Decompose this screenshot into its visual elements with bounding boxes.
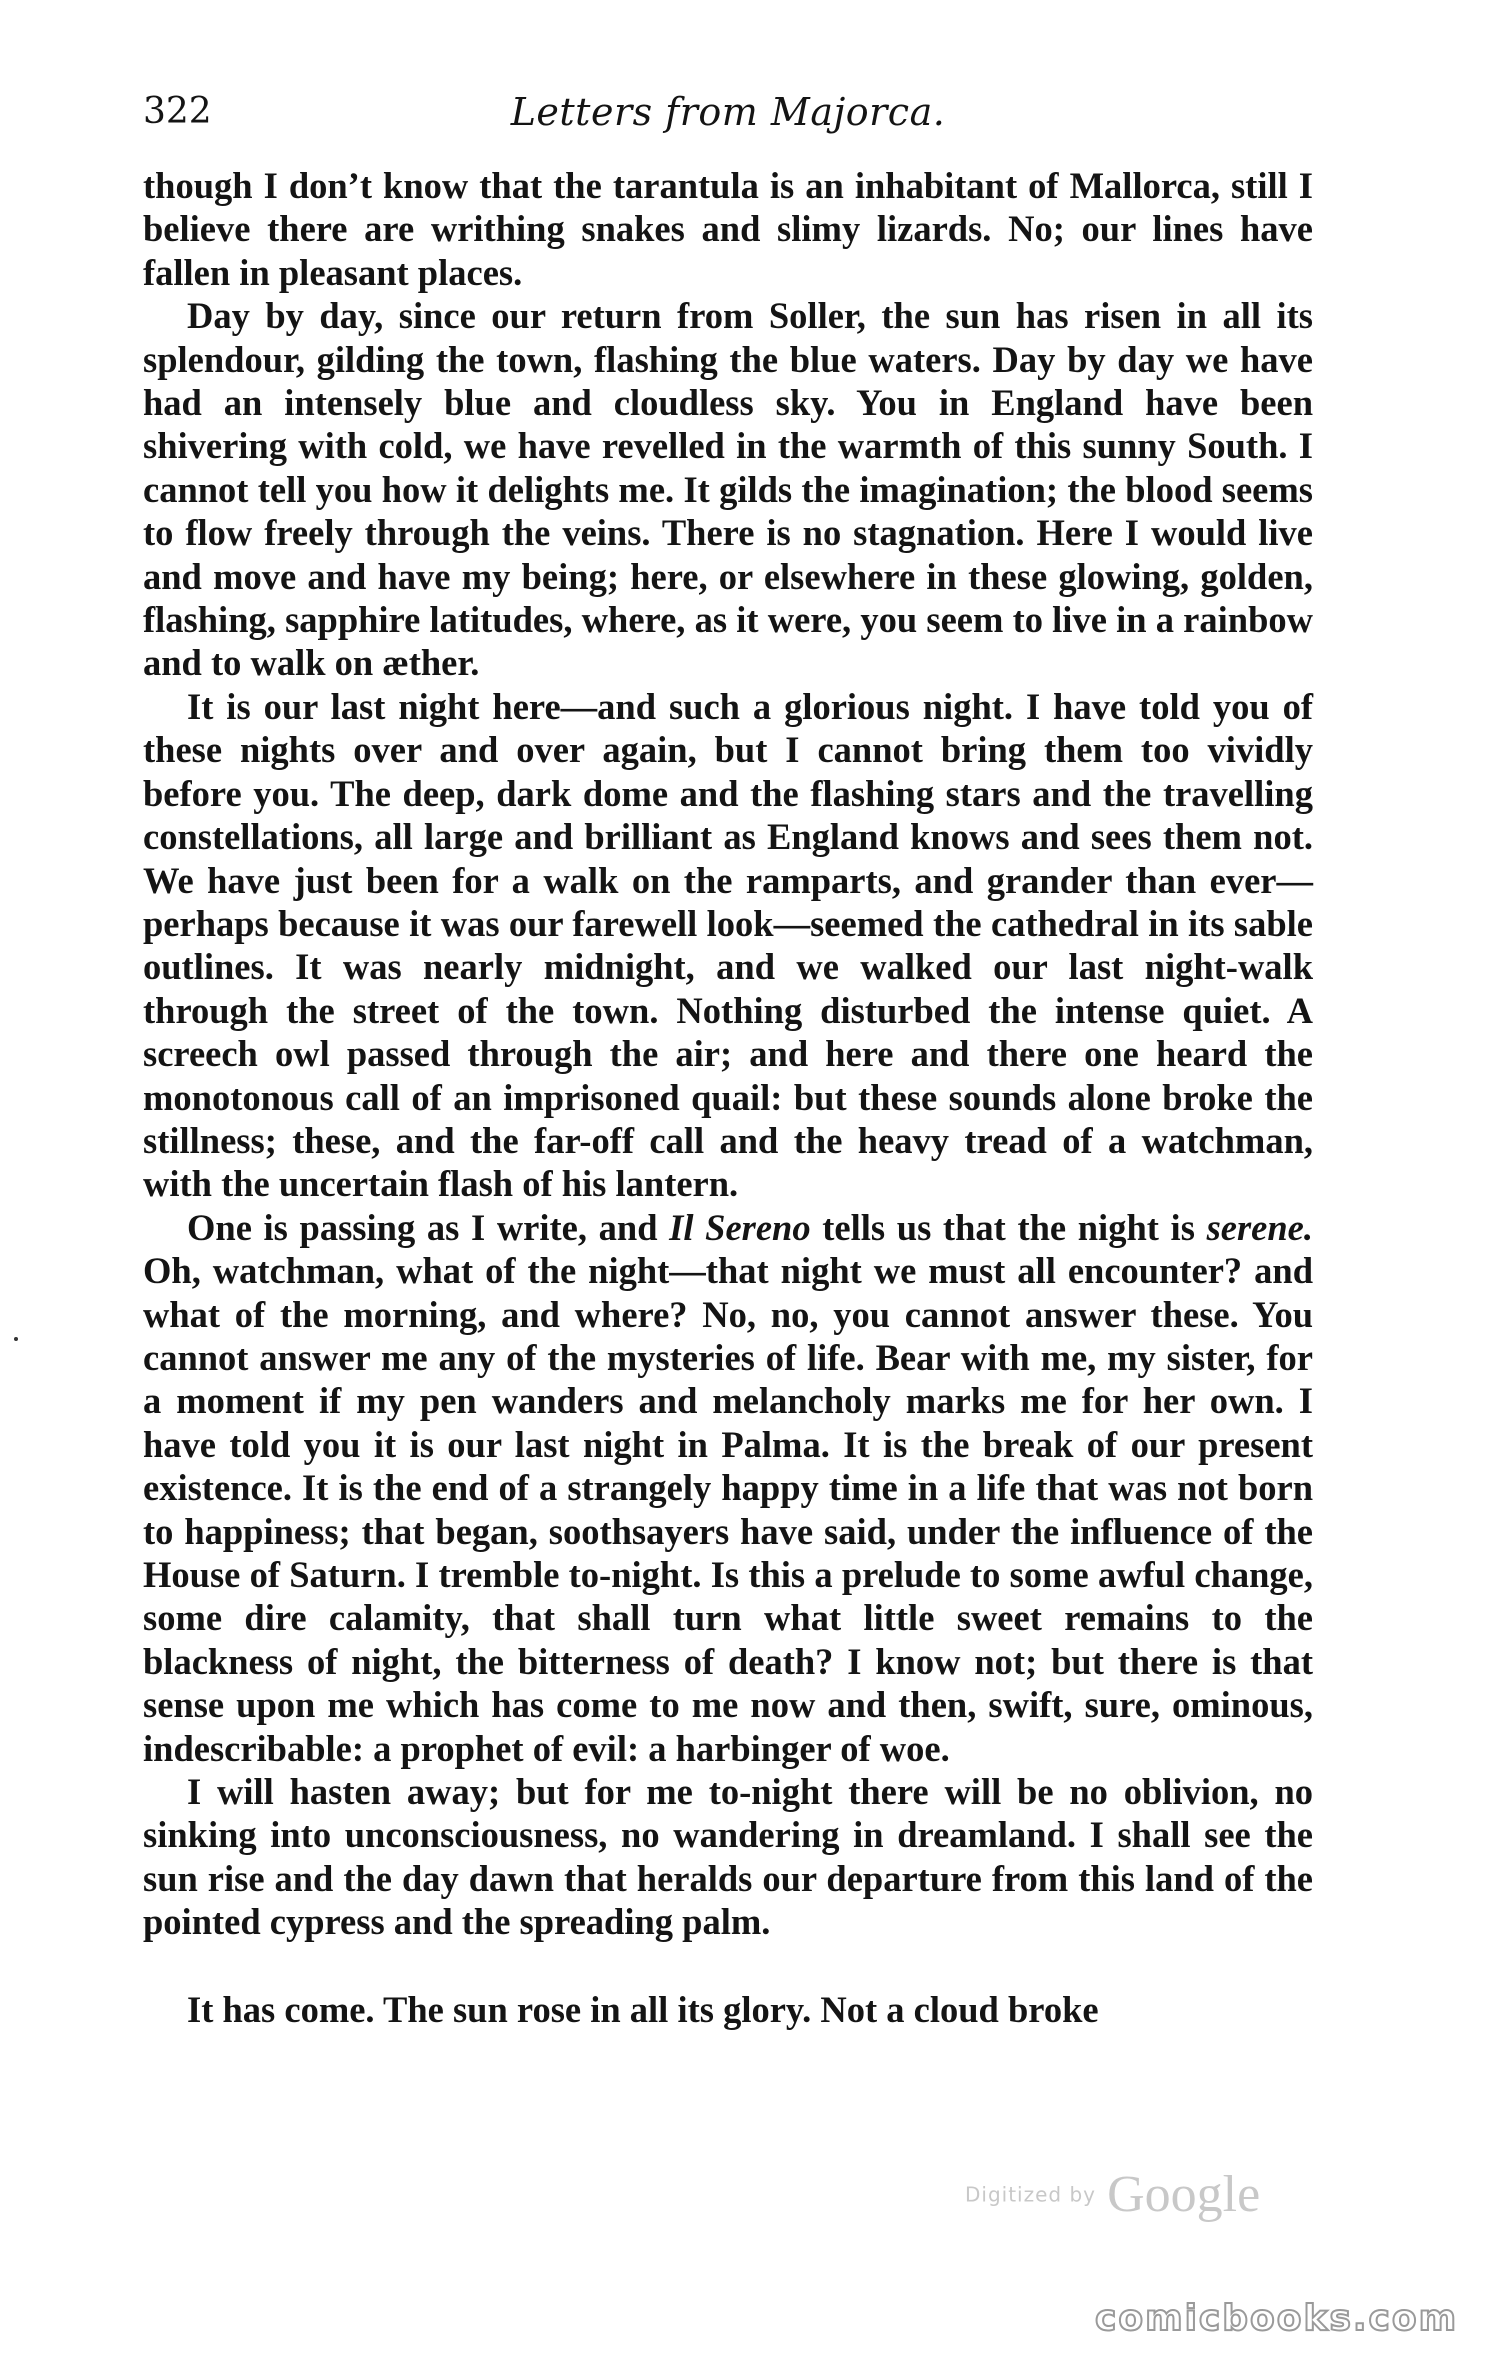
paragraph-4-after: Oh, watchman, what of the night—that night we must all encounter? and what of the morning, and where? No, no, you cannot answer these. You cannot answer me any of the mysteries of life. Bear with me, my sister, for a moment if my pen wanders and melancholy marks me for her own. I have told you it is our last night in Palma. It is the break of our present existence. It is the end of a strangely happy time in a life that was not born to happiness; that began, soothsayers have said, under the influence of the House of Saturn. I tremble to-night. Is this a prelude to some awful change, some dire calamity, that shall turn what little sweet remains to the blackness of night, the bitterness of death? I know not; but there is that sense upon me which has come to me now and then, swift, sure, ominous, indescribable: a prophet of evil: a harbinger of woe. [143, 1250, 1313, 1769]
paragraph-4-middle: tells us that the night is [810, 1206, 1207, 1248]
digitized-by-label: Digitized by [965, 2182, 1096, 2207]
paragraph-1: though I don’t know that the tarantula is an inhabitant of Mallorca, still I believe there are writhing snakes and slimy lizards. No; our lines have fallen in pleasant places. [143, 165, 1313, 293]
paragraph-3: It is our last night here—and such a glorious night. I have told you of these nights over and over again, but I cannot bring them too vividly before you. The deep, dark dome and the flashing stars and the travelling constellations, all large and brilliant as England knows and sees them not. We have just been for a walk on the ramparts, and grander than ever—perhaps because it was our farewell look—seemed the cathedral in its sable outlines. It was nearly midnight, and we walked our last night-walk through the street of the town. Nothing disturbed the intense quiet. A screech owl passed through the air; and here and there one heard the monotonous call of an imprisoned quail: but these sounds alone broke the stillness; these, and the far-off call and the heavy tread of a watchman, with the uncertain flash of his lantern. [143, 685, 1313, 1205]
paragraph-2: Day by day, since our return from Soller, the sun has risen in all its splendour, gilding the town, flashing the blue waters. Day by day we have had an intensely blue and cloudless sky. You in England have been shivering with cold, we have revelled in the warmth of this sunny South. I cannot tell you how it delights me. It gilds the imagination; the blood seems to flow freely through the veins. There is no stagnation. Here I would live and move and have my being; here, or elsewhere in these glowing, golden, flashing, sapphire latitudes, where, as it were, you seem to live in a rainbow and to walk on æther. [143, 295, 1313, 684]
google-logo-text: Google [1107, 2166, 1261, 2223]
paragraph-6: It has come. The sun rose in all its glory. Not a cloud broke [187, 1988, 1099, 2030]
paragraph-4-italic-il-sereno: Il Sereno [669, 1206, 811, 1248]
print-speck [14, 1337, 18, 1341]
site-watermark: comicbooks.com [1095, 2298, 1459, 2339]
google-watermark [965, 2165, 1260, 2224]
body-text [143, 164, 1313, 2031]
paragraph-4 [143, 1206, 1313, 1770]
page-header [143, 82, 1313, 142]
paragraph-4-italic-serene: serene. [1206, 1206, 1313, 1248]
page-number: 322 [143, 91, 212, 132]
paragraph-5: I will hasten away; but for me to-night there will be no oblivion, no sinking into unconsciousness, no wandering in dreamland. I shall see the sun rise and the day dawn that heralds our departure from this land of the pointed cypress and the spreading palm. [143, 1771, 1313, 1943]
running-title: Letters from Majorca. [510, 90, 946, 134]
paragraph-4-before: One is passing as I write, and [187, 1206, 670, 1248]
